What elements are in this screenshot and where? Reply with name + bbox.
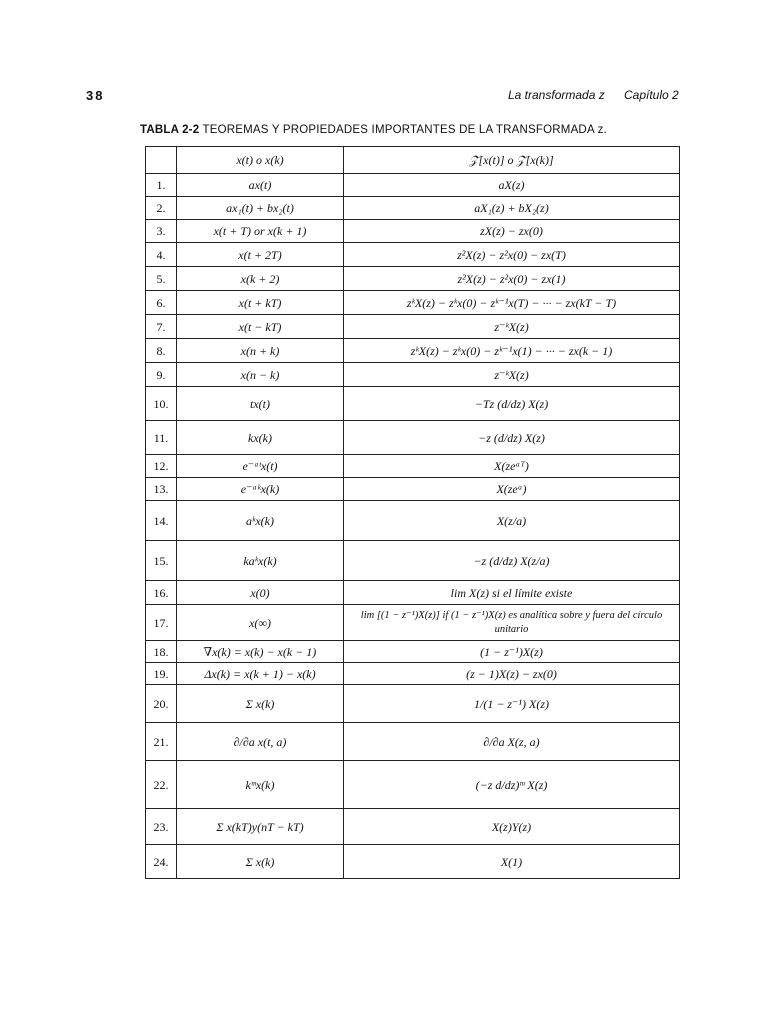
time-domain-cell: e⁻ᵃᵗx(t): [177, 455, 344, 478]
time-domain-cell: x(k + 2): [177, 267, 344, 291]
z-transform-cell: X(z/a): [344, 501, 680, 541]
table-row: [146, 315, 680, 339]
table-row: [146, 339, 680, 363]
z-transform-cell: lim X(z) si el límite existe: [344, 581, 680, 605]
row-number: 12.: [146, 455, 177, 478]
table-row: [146, 387, 680, 421]
table-row: [146, 291, 680, 315]
table-row: [146, 641, 680, 663]
header-cell-index: [146, 147, 177, 174]
z-transform-cell: lim [(1 − z⁻¹)X(z)] if (1 − z⁻¹)X(z) es analítica sobre y fuera del círculo unitario: [344, 605, 680, 641]
z-transform-cell: X(zeᵃ): [344, 478, 680, 501]
row-number: 3.: [146, 220, 177, 243]
table-row: [146, 267, 680, 291]
table-row: [146, 455, 680, 478]
running-header-title: La transformada z: [508, 88, 605, 102]
z-transform-cell: (1 − z⁻¹)X(z): [344, 641, 680, 663]
table-row: [146, 363, 680, 387]
time-domain-cell: x(0): [177, 581, 344, 605]
row-number: 4.: [146, 243, 177, 267]
z-transform-cell: ∂/∂a X(z, a): [344, 723, 680, 761]
row-number: 14.: [146, 501, 177, 541]
time-domain-cell: x(t + T) or x(k + 1): [177, 220, 344, 243]
row-number: 2.: [146, 197, 177, 220]
z-transform-cell: (−z d/dz)ᵐ X(z): [344, 761, 680, 809]
time-domain-cell: ax(t): [177, 174, 344, 197]
table-row: [146, 761, 680, 809]
time-domain-cell: x(t + 2T): [177, 243, 344, 267]
running-header-chapter: Capítulo 2: [624, 88, 679, 102]
table-caption: [140, 124, 607, 136]
table-row: [146, 220, 680, 243]
row-number: 17.: [146, 605, 177, 641]
table-row: [146, 478, 680, 501]
table-row: [146, 605, 680, 641]
row-number: 18.: [146, 641, 177, 663]
time-domain-cell: x(t + kT): [177, 291, 344, 315]
properties-table: [145, 146, 680, 879]
table-body: [146, 147, 680, 879]
z-transform-cell: aX₁(z) + bX₂(z): [344, 197, 680, 220]
z-transform-cell: z⁻ᵏX(z): [344, 363, 680, 387]
row-number: 24.: [146, 845, 177, 879]
table-row: [146, 501, 680, 541]
z-transform-cell: −Tz (d/dz) X(z): [344, 387, 680, 421]
z-transform-cell: z⁻ᵏX(z): [344, 315, 680, 339]
z-transform-cell: (z − 1)X(z) − zx(0): [344, 663, 680, 685]
table-row: [146, 809, 680, 845]
time-domain-cell: kᵐx(k): [177, 761, 344, 809]
time-domain-cell: kaᵏx(k): [177, 541, 344, 581]
table-row: [146, 243, 680, 267]
row-number: 15.: [146, 541, 177, 581]
z-transform-cell: X(z)Y(z): [344, 809, 680, 845]
time-domain-cell: x(n + k): [177, 339, 344, 363]
row-number: 8.: [146, 339, 177, 363]
time-domain-cell: ∇x(k) = x(k) − x(k − 1): [177, 641, 344, 663]
z-transform-cell: zᵏX(z) − zᵏx(0) − zᵏ⁻¹x(T) − ··· − zx(kT − T): [344, 291, 680, 315]
row-number: 20.: [146, 685, 177, 723]
row-number: 22.: [146, 761, 177, 809]
table-row: [146, 421, 680, 455]
time-domain-cell: x(∞): [177, 605, 344, 641]
z-transform-cell: zX(z) − zx(0): [344, 220, 680, 243]
time-domain-cell: x(t − kT): [177, 315, 344, 339]
z-transform-cell: −z (d/dz) X(z): [344, 421, 680, 455]
time-domain-cell: Σ x(k): [177, 845, 344, 879]
z-transform-cell: z²X(z) − z²x(0) − zx(1): [344, 267, 680, 291]
table-row: [146, 197, 680, 220]
z-transform-cell: 1/(1 − z⁻¹) X(z): [344, 685, 680, 723]
row-number: 19.: [146, 663, 177, 685]
table-row: [146, 581, 680, 605]
table-row: [146, 723, 680, 761]
page-number: 38: [86, 88, 105, 103]
table-row: [146, 541, 680, 581]
row-number: 5.: [146, 267, 177, 291]
time-domain-cell: Δx(k) = x(k + 1) − x(k): [177, 663, 344, 685]
row-number: 23.: [146, 809, 177, 845]
table-header-row: [146, 147, 680, 174]
time-domain-cell: Σ x(k): [177, 685, 344, 723]
time-domain-cell: Σ x(kT)y(nT − kT): [177, 809, 344, 845]
row-number: 1.: [146, 174, 177, 197]
table-row: [146, 685, 680, 723]
z-transform-cell: zᵏX(z) − zᵏx(0) − zᵏ⁻¹x(1) − ··· − zx(k − 1): [344, 339, 680, 363]
caption-label: TABLA 2-2: [140, 124, 200, 136]
row-number: 7.: [146, 315, 177, 339]
caption-text: TEOREMAS Y PROPIEDADES IMPORTANTES DE LA TRANSFORMADA z.: [202, 124, 607, 136]
time-domain-cell: e⁻ᵃᵏx(k): [177, 478, 344, 501]
table-row: [146, 845, 680, 879]
z-transform-cell: −z (d/dz) X(z/a): [344, 541, 680, 581]
row-number: 6.: [146, 291, 177, 315]
header-cell-transform: 𝒵[x(t)] o 𝒵[x(k)]: [344, 147, 680, 174]
time-domain-cell: ax₁(t) + bx₂(t): [177, 197, 344, 220]
row-number: 16.: [146, 581, 177, 605]
time-domain-cell: kx(k): [177, 421, 344, 455]
header-cell-time: x(t) o x(k): [177, 147, 344, 174]
row-number: 11.: [146, 421, 177, 455]
table-row: [146, 663, 680, 685]
z-transform-cell: X(1): [344, 845, 680, 879]
row-number: 10.: [146, 387, 177, 421]
time-domain-cell: tx(t): [177, 387, 344, 421]
z-transform-cell: X(zeᵃᵀ): [344, 455, 680, 478]
time-domain-cell: aᵏx(k): [177, 501, 344, 541]
row-number: 21.: [146, 723, 177, 761]
time-domain-cell: ∂/∂a x(t, a): [177, 723, 344, 761]
z-transform-cell: z²X(z) − z²x(0) − zx(T): [344, 243, 680, 267]
row-number: 9.: [146, 363, 177, 387]
time-domain-cell: x(n − k): [177, 363, 344, 387]
z-transform-cell: aX(z): [344, 174, 680, 197]
table-row: [146, 174, 680, 197]
row-number: 13.: [146, 478, 177, 501]
